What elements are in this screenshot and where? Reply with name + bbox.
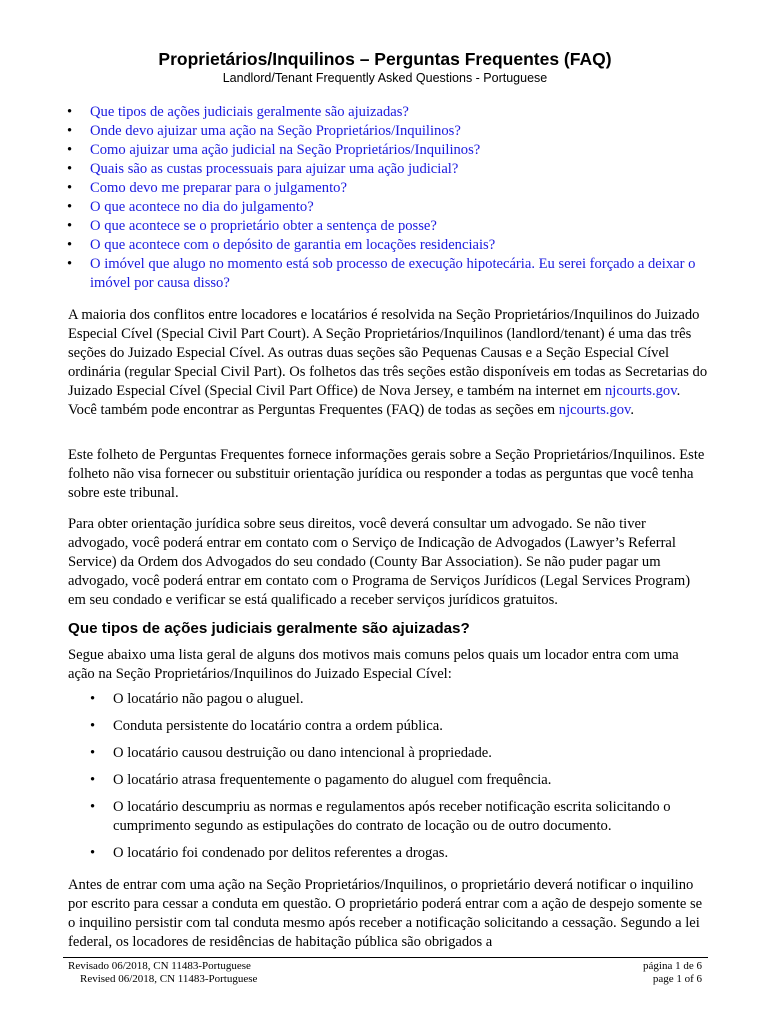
reason-item: • O locatário foi condenado por delitos referentes a drogas. xyxy=(90,844,708,863)
intro-p1-text-b: . Você também pode encontrar as Perguntas Frequentes (FAQ) de todas as seções em xyxy=(68,383,681,418)
footer-revision xyxy=(68,960,257,986)
intro-p1-text-a: A maioria dos conflitos entre locadores e locatários é resolvida na Seção Proprietários/Inquilinos do Juizado Especial Cível (Special Civil Part Court). A Seção Proprietários/Inquilinos (landlord/tenant) é uma das três seções do Juizado Especial Cível. As outras duas seções são Pequenas Causas e a Seção Especial Cível ordinária (regular Special Civil Part). Os folhetos das três seções estão disponíveis em todas as Secretarias do Juizado Especial Cível (Special Civil Part Office) de Nova Jersey, e também na internet em xyxy=(68,307,708,399)
intro-paragraph-2: Este folheto de Perguntas Frequentes fornece informações gerais sobre a Seção Proprietários/Inquilinos. Este folheto não visa fornecer ou substituir orientação jurídica ou responder a todas as perguntas que você tenha sobre este tribunal. xyxy=(68,447,705,501)
toc-link-tipos-de-acoes[interactable]: Que tipos de ações judiciais geralmente são ajuizadas? xyxy=(90,104,409,120)
footer-page-number xyxy=(643,960,702,986)
page-subtitle: Landlord/Tenant Frequently Asked Questions - Portuguese xyxy=(222,71,548,85)
intro-p1-text-c: . xyxy=(630,402,635,418)
intro-paragraph-3: Para obter orientação jurídica sobre seus direitos, você deverá consultar um advogado. Se não tiver advogado, você poderá entrar em contato com o Serviço de Indicação de Advogados (Lawyer’s Referral Service) da Ordem dos Advogados do seu condado (County Bar Association). Se não puder pagar um advogado, você poderá entrar em contato com o Programa de Serviços Jurídicos (Legal Services Program) em seu condado e verificar se está qualificado a receber serviços jurídicos gratuitos. xyxy=(68,516,691,608)
footer-divider xyxy=(63,957,708,958)
toc-item xyxy=(63,236,708,255)
page-title: Proprietários/Inquilinos – Perguntas Frequentes (FAQ) xyxy=(158,49,612,69)
toc-link-execucao-hipotecaria[interactable]: O imóvel que alugo no momento está sob processo de execução hipotecária. Eu serei forçado a deixar o imóvel por causa disso? xyxy=(90,256,696,291)
reason-item: • O locatário atrasa frequentemente o pagamento do aluguel com frequência. xyxy=(90,771,708,790)
njcourts-link-2[interactable]: njcourts.gov xyxy=(558,402,631,418)
intro-paragraph-1 xyxy=(68,306,708,420)
toc-link-como-ajuizar[interactable]: Como ajuizar uma ação judicial na Seção Proprietários/Inquilinos? xyxy=(90,142,481,158)
toc-link-onde-ajuizar[interactable]: Onde devo ajuizar uma ação na Seção Proprietários/Inquilinos? xyxy=(90,123,461,139)
toc-link-dia-julgamento[interactable]: O que acontece no dia do julgamento? xyxy=(90,199,314,215)
toc-item xyxy=(63,179,708,198)
reason-item: • O locatário descumpriu as normas e regulamentos após receber notificação escrita solicitando o cumprimento segundo as estipulações do contrato de locação ou de outro documento. xyxy=(90,798,708,836)
faq-table-of-contents xyxy=(63,103,708,293)
toc-link-sentenca-posse[interactable]: O que acontece se o proprietário obter a sentença de posse? xyxy=(90,218,437,234)
section-closing-paragraph: Antes de entrar com uma ação na Seção Proprietários/Inquilinos, o proprietário deverá notificar o inquilino por escrito para cessar a conduta em questão. O proprietário poderá entrar com a ação de despejo somente se o inquilino persistir com tal conduta mesmo após receber a notificação solicitando a cessação. Segundo a lei federal, os locadores de residências de habitação pública são obrigados a xyxy=(68,877,703,950)
section-lead-paragraph: Segue abaixo uma lista geral de alguns dos motivos mais comuns pelos quais um locador entra com uma ação na Seção Proprietários/Inquilinos do Juizado Especial Cível: xyxy=(68,647,679,682)
toc-item xyxy=(63,255,708,293)
toc-item xyxy=(63,160,708,179)
toc-link-custas[interactable]: Quais são as custas processuais para ajuizar uma ação judicial? xyxy=(90,161,459,177)
njcourts-link-1[interactable]: njcourts.gov xyxy=(604,383,677,399)
footer-page-pt: página 1 de 6 xyxy=(643,960,702,972)
footer-revised-en: Revised 06/2018, CN 11483-Portuguese xyxy=(80,973,258,985)
toc-link-deposito-garantia[interactable]: O que acontece com o depósito de garantia em locações residenciais? xyxy=(90,237,496,253)
toc-item xyxy=(63,141,708,160)
toc-item xyxy=(63,103,708,122)
toc-item xyxy=(63,122,708,141)
reasons-list xyxy=(90,690,708,871)
reason-item: • O locatário não pagou o aluguel. xyxy=(90,690,708,709)
footer-page-en: page 1 of 6 xyxy=(652,973,702,985)
toc-link-preparar[interactable]: Como devo me preparar para o julgamento? xyxy=(90,180,347,196)
footer-revised-pt: Revisado 06/2018, CN 11483-Portuguese xyxy=(68,960,251,972)
toc-item xyxy=(63,217,708,236)
section-heading-tipos-de-acoes: Que tipos de ações judiciais geralmente são ajuizadas? xyxy=(68,620,470,637)
toc-item xyxy=(63,198,708,217)
reason-item: • Conduta persistente do locatário contra a ordem pública. xyxy=(90,717,708,736)
reason-item: • O locatário causou destruição ou dano intencional à propriedade. xyxy=(90,744,708,763)
